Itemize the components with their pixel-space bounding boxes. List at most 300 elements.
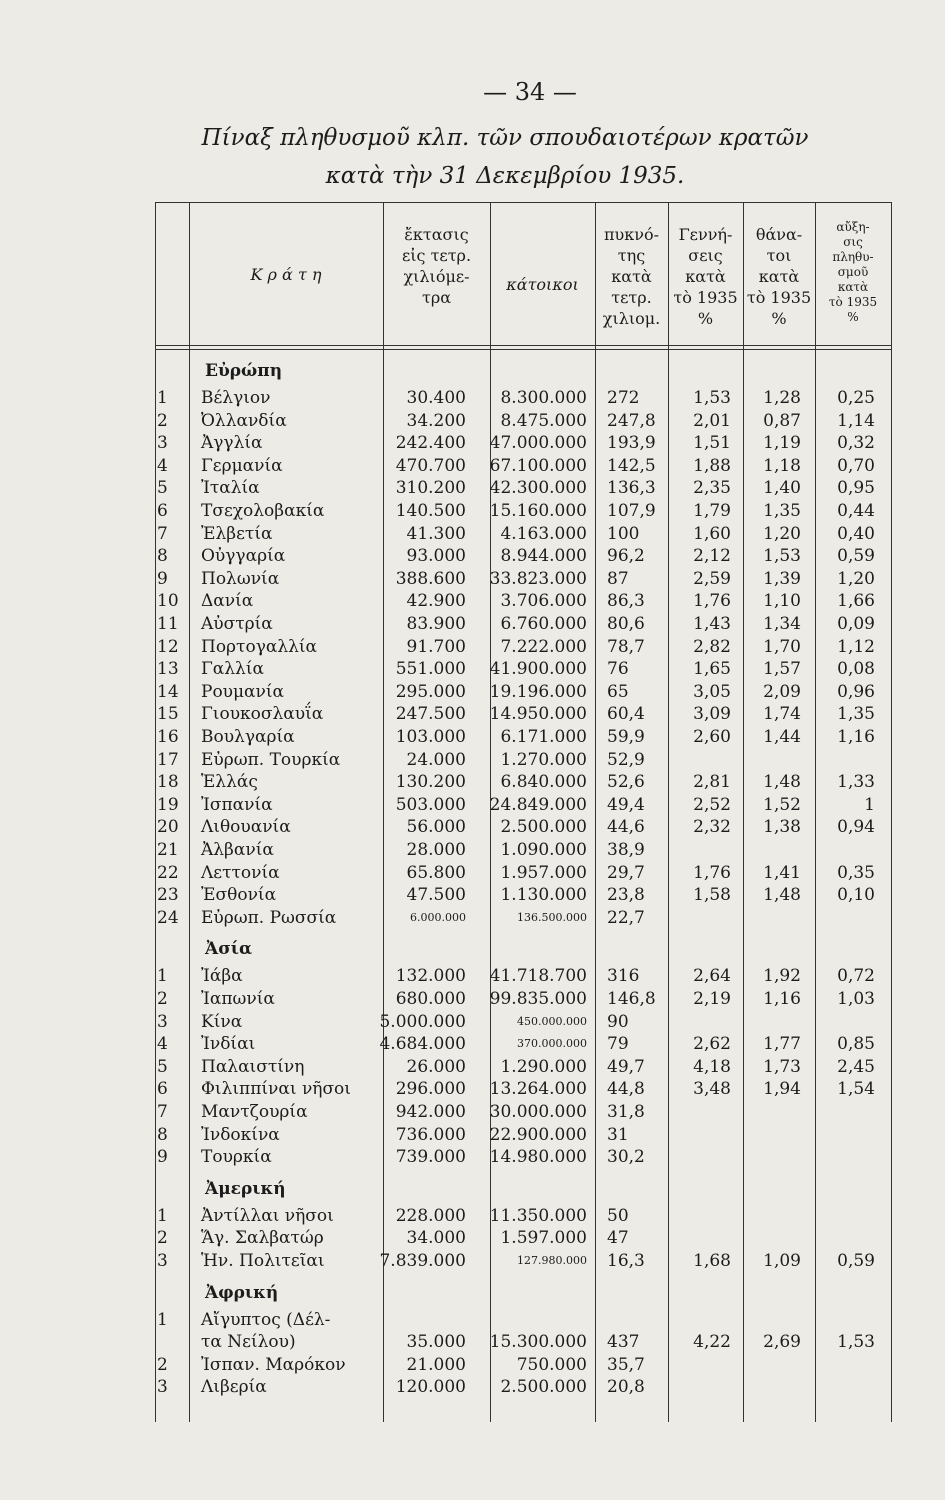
cell-name: Ἰάβα: [201, 966, 243, 987]
table-row: [155, 1376, 892, 1398]
cell-num: 2: [157, 410, 168, 431]
cell-name: τα Νείλου): [201, 1332, 296, 1353]
cell-area: 34.000: [406, 1228, 466, 1249]
cell-death: 1,70: [763, 636, 801, 657]
cell-name: Δανία: [201, 591, 254, 612]
cell-growth: 0,09: [837, 614, 875, 634]
cell-death: 0,87: [763, 410, 801, 431]
table-row: [155, 613, 892, 635]
cell-birth: 2,35: [693, 478, 731, 499]
cell-death: 1,19: [763, 433, 801, 454]
table-row: [155, 907, 892, 929]
cell-death: 2,09: [763, 681, 801, 702]
cell-growth: 1,66: [837, 591, 875, 612]
cell-area: 83.900: [406, 614, 466, 634]
cell-birth: 1,76: [693, 862, 731, 883]
table-row: [155, 410, 892, 432]
cell-growth: 0,25: [837, 388, 875, 408]
cell-num: 3: [157, 433, 168, 454]
cell-name: Ἐσθονία: [201, 885, 277, 906]
cell-pop: 30.000.000: [489, 1102, 587, 1122]
cell-area: 7.839.000: [379, 1251, 466, 1271]
cell-birth: 2,52: [693, 794, 731, 815]
cell-birth: 4,18: [693, 1056, 731, 1077]
cell-death: 1,16: [763, 989, 801, 1009]
cell-name: Βουλγαρία: [201, 727, 295, 747]
header-line: τετρ.: [611, 288, 652, 307]
section-heading: Ἀσία: [205, 939, 253, 960]
cell-pop: 7.222.000: [500, 636, 587, 657]
cell-growth: 1,16: [837, 727, 875, 747]
cell-num: 24: [157, 907, 179, 928]
cell-name: Ρουμανία: [201, 681, 285, 702]
cell-name: Ἡν. Πολιτεῖαι: [201, 1251, 325, 1271]
cell-dens: 76: [607, 659, 629, 680]
cell-num: 16: [157, 727, 179, 747]
cell-birth: 1,53: [693, 388, 731, 408]
cell-num: 13: [157, 659, 179, 680]
cell-pop: 1.130.000: [500, 885, 587, 906]
cell-area: 736.000: [395, 1124, 466, 1145]
table-row: [155, 545, 892, 567]
header-line: εἰς τετρ.: [401, 246, 472, 265]
cell-pop: 1.290.000: [500, 1056, 587, 1077]
cell-area: 93.000: [406, 546, 466, 567]
cell-birth: 1,58: [693, 885, 731, 906]
cell-area: 56.000: [406, 817, 466, 838]
cell-birth: 3,09: [693, 704, 731, 725]
table-row: [155, 1331, 892, 1353]
cell-dens: 78,7: [607, 636, 645, 657]
cell-name: Γαλλία: [201, 659, 264, 680]
cell-birth: 2,01: [693, 410, 731, 431]
cell-birth: 2,59: [693, 568, 731, 589]
header-line: αὔξη-: [836, 220, 870, 234]
cell-name: Μαντζουρία: [201, 1102, 308, 1122]
cell-dens: 79: [607, 1034, 629, 1055]
header-line: σμοῦ: [837, 265, 869, 279]
cell-growth: 1,35: [837, 704, 875, 725]
cell-death: 1,48: [763, 885, 801, 906]
section-heading: Εὐρώπη: [205, 361, 283, 381]
cell-pop: 24.849.000: [489, 794, 587, 815]
table-row: [155, 703, 892, 725]
table-row: [155, 816, 892, 838]
table-row: [155, 1011, 892, 1033]
cell-area: 228.000: [395, 1205, 466, 1226]
cell-death: 1,57: [763, 659, 801, 680]
cell-growth: 1,03: [837, 989, 875, 1009]
cell-name: Τουρκία: [201, 1147, 272, 1168]
cell-area: 140.500: [395, 501, 466, 521]
cell-num: 2: [157, 1354, 168, 1375]
cell-birth: 2,12: [693, 546, 731, 567]
cell-death: 2,69: [763, 1332, 801, 1353]
cell-pop: 450.000.000: [517, 1014, 587, 1028]
cell-growth: 0,40: [837, 523, 875, 544]
cell-num: 19: [157, 794, 179, 815]
cell-dens: 50: [607, 1205, 629, 1226]
header-line: τρα: [421, 288, 452, 307]
table-row: [155, 500, 892, 522]
cell-num: 6: [157, 1079, 168, 1100]
cell-birth: 1,88: [693, 455, 731, 476]
cell-name: Λεττονία: [201, 862, 280, 883]
header-line: θάνα-: [755, 225, 803, 244]
cell-name: Ἰσπανία: [201, 794, 273, 815]
header-line: πληθυ-: [832, 250, 874, 264]
cell-pop: 19.196.000: [489, 681, 587, 702]
cell-birth: 2,32: [693, 817, 731, 838]
cell-name: Φιλιππίναι νῆσοι: [201, 1079, 351, 1100]
cell-growth: 0,85: [837, 1034, 875, 1055]
cell-name: Ὀλλανδία: [201, 410, 287, 431]
cell-area: 310.200: [395, 478, 466, 499]
cell-pop: 33.823.000: [489, 568, 587, 589]
cell-pop: 99.835.000: [489, 989, 587, 1009]
cell-birth: 2,82: [693, 636, 731, 657]
cell-growth: 0,95: [837, 478, 875, 499]
header-line: Γεννή-: [678, 225, 733, 244]
header-line: %: [847, 310, 859, 324]
cell-pop: 1.597.000: [500, 1228, 587, 1249]
cell-birth: 2,81: [693, 772, 731, 793]
table-row: [155, 1146, 892, 1168]
header-line: τὸ 1935: [673, 288, 738, 307]
table-row: [155, 726, 892, 748]
cell-name: Ἰταλία: [201, 478, 260, 499]
cell-death: 1,74: [763, 704, 801, 725]
page-number: — 34 —: [483, 78, 577, 106]
cell-dens: 30,2: [607, 1147, 645, 1168]
cell-area: 21.000: [406, 1354, 466, 1375]
table-title-line-1: Πίναξ πληθυσμοῦ κλπ. τῶν σπουδαιοτέρων κρατῶν: [201, 125, 809, 151]
cell-pop: 41.718.700: [489, 966, 587, 987]
cell-dens: 136,3: [607, 478, 656, 499]
cell-death: 1,18: [763, 455, 801, 476]
cell-area: 47.500: [406, 885, 466, 906]
cell-birth: 1,65: [693, 659, 731, 680]
cell-death: 1,73: [763, 1056, 801, 1077]
cell-area: 247.500: [395, 704, 466, 725]
header-growth: [815, 220, 891, 325]
cell-dens: 29,7: [607, 862, 645, 883]
cell-birth: 1,43: [693, 614, 731, 634]
cell-dens: 90: [607, 1011, 629, 1032]
cell-name: Ἰνδοκίνα: [201, 1124, 280, 1145]
table-row: [155, 839, 892, 861]
cell-name: Ἑλλάς: [201, 772, 258, 793]
cell-dens: 44,6: [607, 817, 645, 838]
cell-pop: 6.171.000: [500, 727, 587, 747]
cell-dens: 96,2: [607, 546, 645, 567]
cell-num: 5: [157, 478, 168, 499]
cell-num: 1: [157, 1309, 168, 1330]
cell-num: 9: [157, 568, 168, 589]
cell-death: 1,35: [763, 501, 801, 521]
cell-name: Κίνα: [201, 1011, 243, 1032]
table-row: [155, 590, 892, 612]
cell-num: 18: [157, 772, 179, 793]
header-line: κατὰ: [837, 280, 869, 294]
cell-num: 8: [157, 1124, 168, 1145]
header-line: τὸ 1935: [828, 295, 878, 309]
cell-name: Ἅγ. Σαλβατώρ: [201, 1228, 324, 1249]
cell-dens: 60,4: [607, 704, 645, 725]
cell-pop: 15.160.000: [489, 501, 587, 521]
cell-num: 9: [157, 1147, 168, 1168]
table-row: [155, 862, 892, 884]
cell-birth: 1,76: [693, 591, 731, 612]
cell-dens: 65: [607, 681, 629, 702]
header-population: κάτοικοι: [506, 275, 579, 294]
header-states: Κ ρ ά τ η: [250, 265, 322, 284]
cell-area: 5.000.000: [379, 1011, 466, 1032]
cell-area: 739.000: [395, 1147, 466, 1168]
cell-dens: 52,6: [607, 772, 645, 793]
cell-num: 17: [157, 749, 179, 770]
cell-name: Βέλγιον: [201, 388, 271, 408]
cell-death: 1,53: [763, 546, 801, 567]
cell-dens: 22,7: [607, 907, 645, 928]
cell-death: 1,44: [763, 727, 801, 747]
header-line: κατὰ: [758, 267, 800, 286]
header-line: κατὰ: [685, 267, 726, 286]
cell-dens: 49,7: [607, 1056, 645, 1077]
table-row: [155, 1309, 892, 1331]
cell-area: 28.000: [406, 840, 466, 860]
cell-dens: 247,8: [607, 410, 656, 431]
header-line: χιλιόμε-: [403, 267, 470, 286]
cell-growth: 1,12: [837, 636, 875, 657]
header-line: τοι: [766, 246, 792, 265]
cell-num: 1: [157, 966, 168, 987]
table-row: [155, 568, 892, 590]
table-title-line-2: κατὰ τὴν 31 Δεκεμβρίου 1935.: [325, 163, 685, 189]
cell-growth: 0,35: [837, 862, 875, 883]
cell-name: Ἰσπαν. Μαρόκον: [201, 1354, 346, 1375]
cell-num: 12: [157, 636, 179, 657]
table-row: [155, 1056, 892, 1078]
cell-death: 1,77: [763, 1034, 801, 1055]
cell-pop: 2.500.000: [500, 1377, 587, 1398]
cell-name: Ἀγγλία: [201, 433, 263, 454]
cell-pop: 136.500.000: [517, 910, 587, 924]
cell-growth: 0,32: [837, 433, 875, 454]
cell-area: 34.200: [406, 410, 466, 431]
cell-growth: 1,20: [837, 568, 875, 589]
cell-name: Τσεχολοβακία: [201, 501, 325, 521]
cell-birth: 1,60: [693, 523, 731, 544]
cell-num: 8: [157, 546, 168, 567]
table-row: [155, 681, 892, 703]
cell-death: 1,48: [763, 772, 801, 793]
cell-dens: 59,9: [607, 727, 645, 747]
cell-pop: 6.760.000: [500, 614, 587, 634]
cell-dens: 38,9: [607, 840, 645, 860]
cell-area: 503.000: [395, 794, 466, 815]
table-row: [155, 749, 892, 771]
cell-num: 14: [157, 681, 179, 702]
cell-pop: 127.980.000: [517, 1254, 587, 1267]
cell-death: 1,34: [763, 614, 801, 634]
cell-growth: 1: [864, 794, 875, 815]
cell-area: 26.000: [406, 1056, 466, 1077]
cell-death: 1,38: [763, 817, 801, 838]
table-row: [155, 1205, 892, 1227]
header-line: σεις: [688, 246, 723, 265]
cell-name: Λιβερία: [201, 1377, 267, 1398]
cell-name: Πορτογαλλία: [201, 636, 318, 657]
cell-num: 7: [157, 523, 168, 544]
cell-num: 6: [157, 501, 168, 521]
cell-area: 551.000: [395, 659, 466, 680]
cell-birth: 1,68: [693, 1251, 731, 1271]
cell-birth: 1,79: [693, 501, 731, 521]
header-line: ἔκτασις: [404, 225, 469, 244]
cell-dens: 80,6: [607, 614, 645, 634]
cell-pop: 11.350.000: [489, 1205, 587, 1226]
cell-area: 296.000: [395, 1079, 466, 1100]
cell-num: 20: [157, 817, 179, 838]
cell-name: Λιθουανία: [201, 817, 291, 838]
cell-growth: 0,59: [837, 546, 875, 567]
section-heading: Ἀμερική: [205, 1178, 286, 1199]
cell-growth: 0,44: [837, 501, 875, 521]
cell-growth: 0,59: [837, 1251, 875, 1271]
cell-pop: 41.900.000: [489, 659, 587, 680]
cell-area: 120.000: [395, 1377, 466, 1398]
table-row: [155, 1101, 892, 1123]
cell-area: 41.300: [406, 523, 466, 544]
cell-death: 1,52: [763, 794, 801, 815]
header-area: [383, 224, 490, 308]
cell-num: 21: [157, 840, 179, 860]
cell-birth: 2,62: [693, 1034, 731, 1055]
cell-pop: 14.980.000: [489, 1147, 587, 1168]
cell-num: 5: [157, 1056, 168, 1077]
cell-birth: 2,60: [693, 727, 731, 747]
cell-death: 1,09: [763, 1251, 801, 1271]
table-row: [155, 1124, 892, 1146]
cell-name: Παλαιστίνη: [201, 1056, 305, 1077]
cell-growth: 0,08: [837, 659, 875, 680]
cell-area: 132.000: [395, 966, 466, 987]
header-line: %: [697, 309, 714, 328]
table-row: [155, 432, 892, 454]
cell-dens: 31,8: [607, 1102, 645, 1122]
cell-pop: 22.900.000: [489, 1124, 587, 1145]
cell-birth: 3,48: [693, 1079, 731, 1100]
cell-name: Ἰνδίαι: [201, 1034, 256, 1055]
cell-death: 1,20: [763, 523, 801, 544]
cell-num: 4: [157, 1034, 168, 1055]
cell-num: 4: [157, 455, 168, 476]
cell-area: 35.000: [406, 1332, 466, 1353]
cell-dens: 35,7: [607, 1354, 645, 1375]
cell-name: Αὐστρία: [201, 614, 273, 634]
cell-name: Εὐρωπ. Ρωσσία: [201, 907, 337, 928]
cell-pop: 1.090.000: [500, 840, 587, 860]
table-row: [155, 477, 892, 499]
cell-name: Εὐρωπ. Τουρκία: [201, 749, 341, 770]
section-heading: Ἀφρική: [205, 1282, 279, 1303]
table-row: [155, 884, 892, 906]
cell-name: Αἴγυπτος (Δέλ-: [201, 1309, 331, 1330]
cell-dens: 146,8: [607, 989, 656, 1009]
cell-area: 91.700: [406, 636, 466, 657]
header-line: σις: [843, 235, 863, 249]
cell-area: 6.000.000: [410, 910, 466, 924]
population-table: [155, 202, 892, 1422]
cell-dens: 47: [607, 1228, 629, 1249]
cell-pop: 370.000.000: [517, 1037, 587, 1051]
cell-num: 11: [157, 614, 179, 634]
cell-dens: 16,3: [607, 1251, 645, 1271]
table-row: [155, 523, 892, 545]
cell-dens: 31: [607, 1124, 629, 1145]
cell-num: 2: [157, 1228, 168, 1249]
cell-growth: 0,10: [837, 885, 875, 906]
cell-growth: 1,14: [837, 410, 875, 431]
cell-name: Ἐλβετία: [201, 523, 273, 544]
cell-death: 1,41: [763, 862, 801, 883]
cell-area: 295.000: [395, 681, 466, 702]
cell-area: 103.000: [395, 727, 466, 747]
cell-growth: 2,45: [837, 1056, 875, 1077]
cell-num: 23: [157, 885, 179, 906]
cell-birth: 3,05: [693, 681, 731, 702]
cell-dens: 142,5: [607, 455, 656, 476]
cell-dens: 87: [607, 568, 629, 589]
cell-dens: 52,9: [607, 749, 645, 770]
table-row: [155, 988, 892, 1010]
cell-name: Ἀντίλλαι νῆσοι: [201, 1205, 334, 1226]
header-line: %: [771, 309, 787, 328]
cell-name: Ἀλβανία: [201, 840, 274, 860]
cell-num: 3: [157, 1251, 168, 1271]
cell-num: 3: [157, 1377, 168, 1398]
cell-num: 1: [157, 388, 168, 408]
cell-dens: 49,4: [607, 794, 645, 815]
table-row: [155, 1078, 892, 1100]
cell-area: 388.600: [395, 568, 466, 589]
cell-area: 4.684.000: [379, 1034, 466, 1055]
cell-pop: 1.270.000: [500, 749, 587, 770]
cell-area: 42.900: [406, 591, 466, 612]
header-births: [668, 224, 743, 329]
cell-death: 1,94: [763, 1079, 801, 1100]
cell-pop: 4.163.000: [500, 523, 587, 544]
cell-dens: 86,3: [607, 591, 645, 612]
cell-growth: 1,54: [837, 1079, 875, 1100]
cell-num: 1: [157, 1205, 168, 1226]
cell-dens: 316: [607, 966, 640, 987]
cell-death: 1,28: [763, 388, 801, 408]
cell-num: 15: [157, 704, 179, 725]
cell-pop: 8.300.000: [500, 388, 587, 408]
cell-name: Γερμανία: [201, 455, 283, 476]
cell-num: 22: [157, 862, 179, 883]
cell-dens: 44,8: [607, 1079, 645, 1100]
cell-area: 470.700: [395, 455, 466, 476]
cell-growth: 0,72: [837, 966, 875, 987]
cell-area: 65.800: [406, 862, 466, 883]
cell-pop: 47.000.000: [489, 433, 587, 454]
cell-pop: 2.500.000: [500, 817, 587, 838]
table-row: [155, 658, 892, 680]
cell-pop: 14.950.000: [489, 704, 587, 725]
